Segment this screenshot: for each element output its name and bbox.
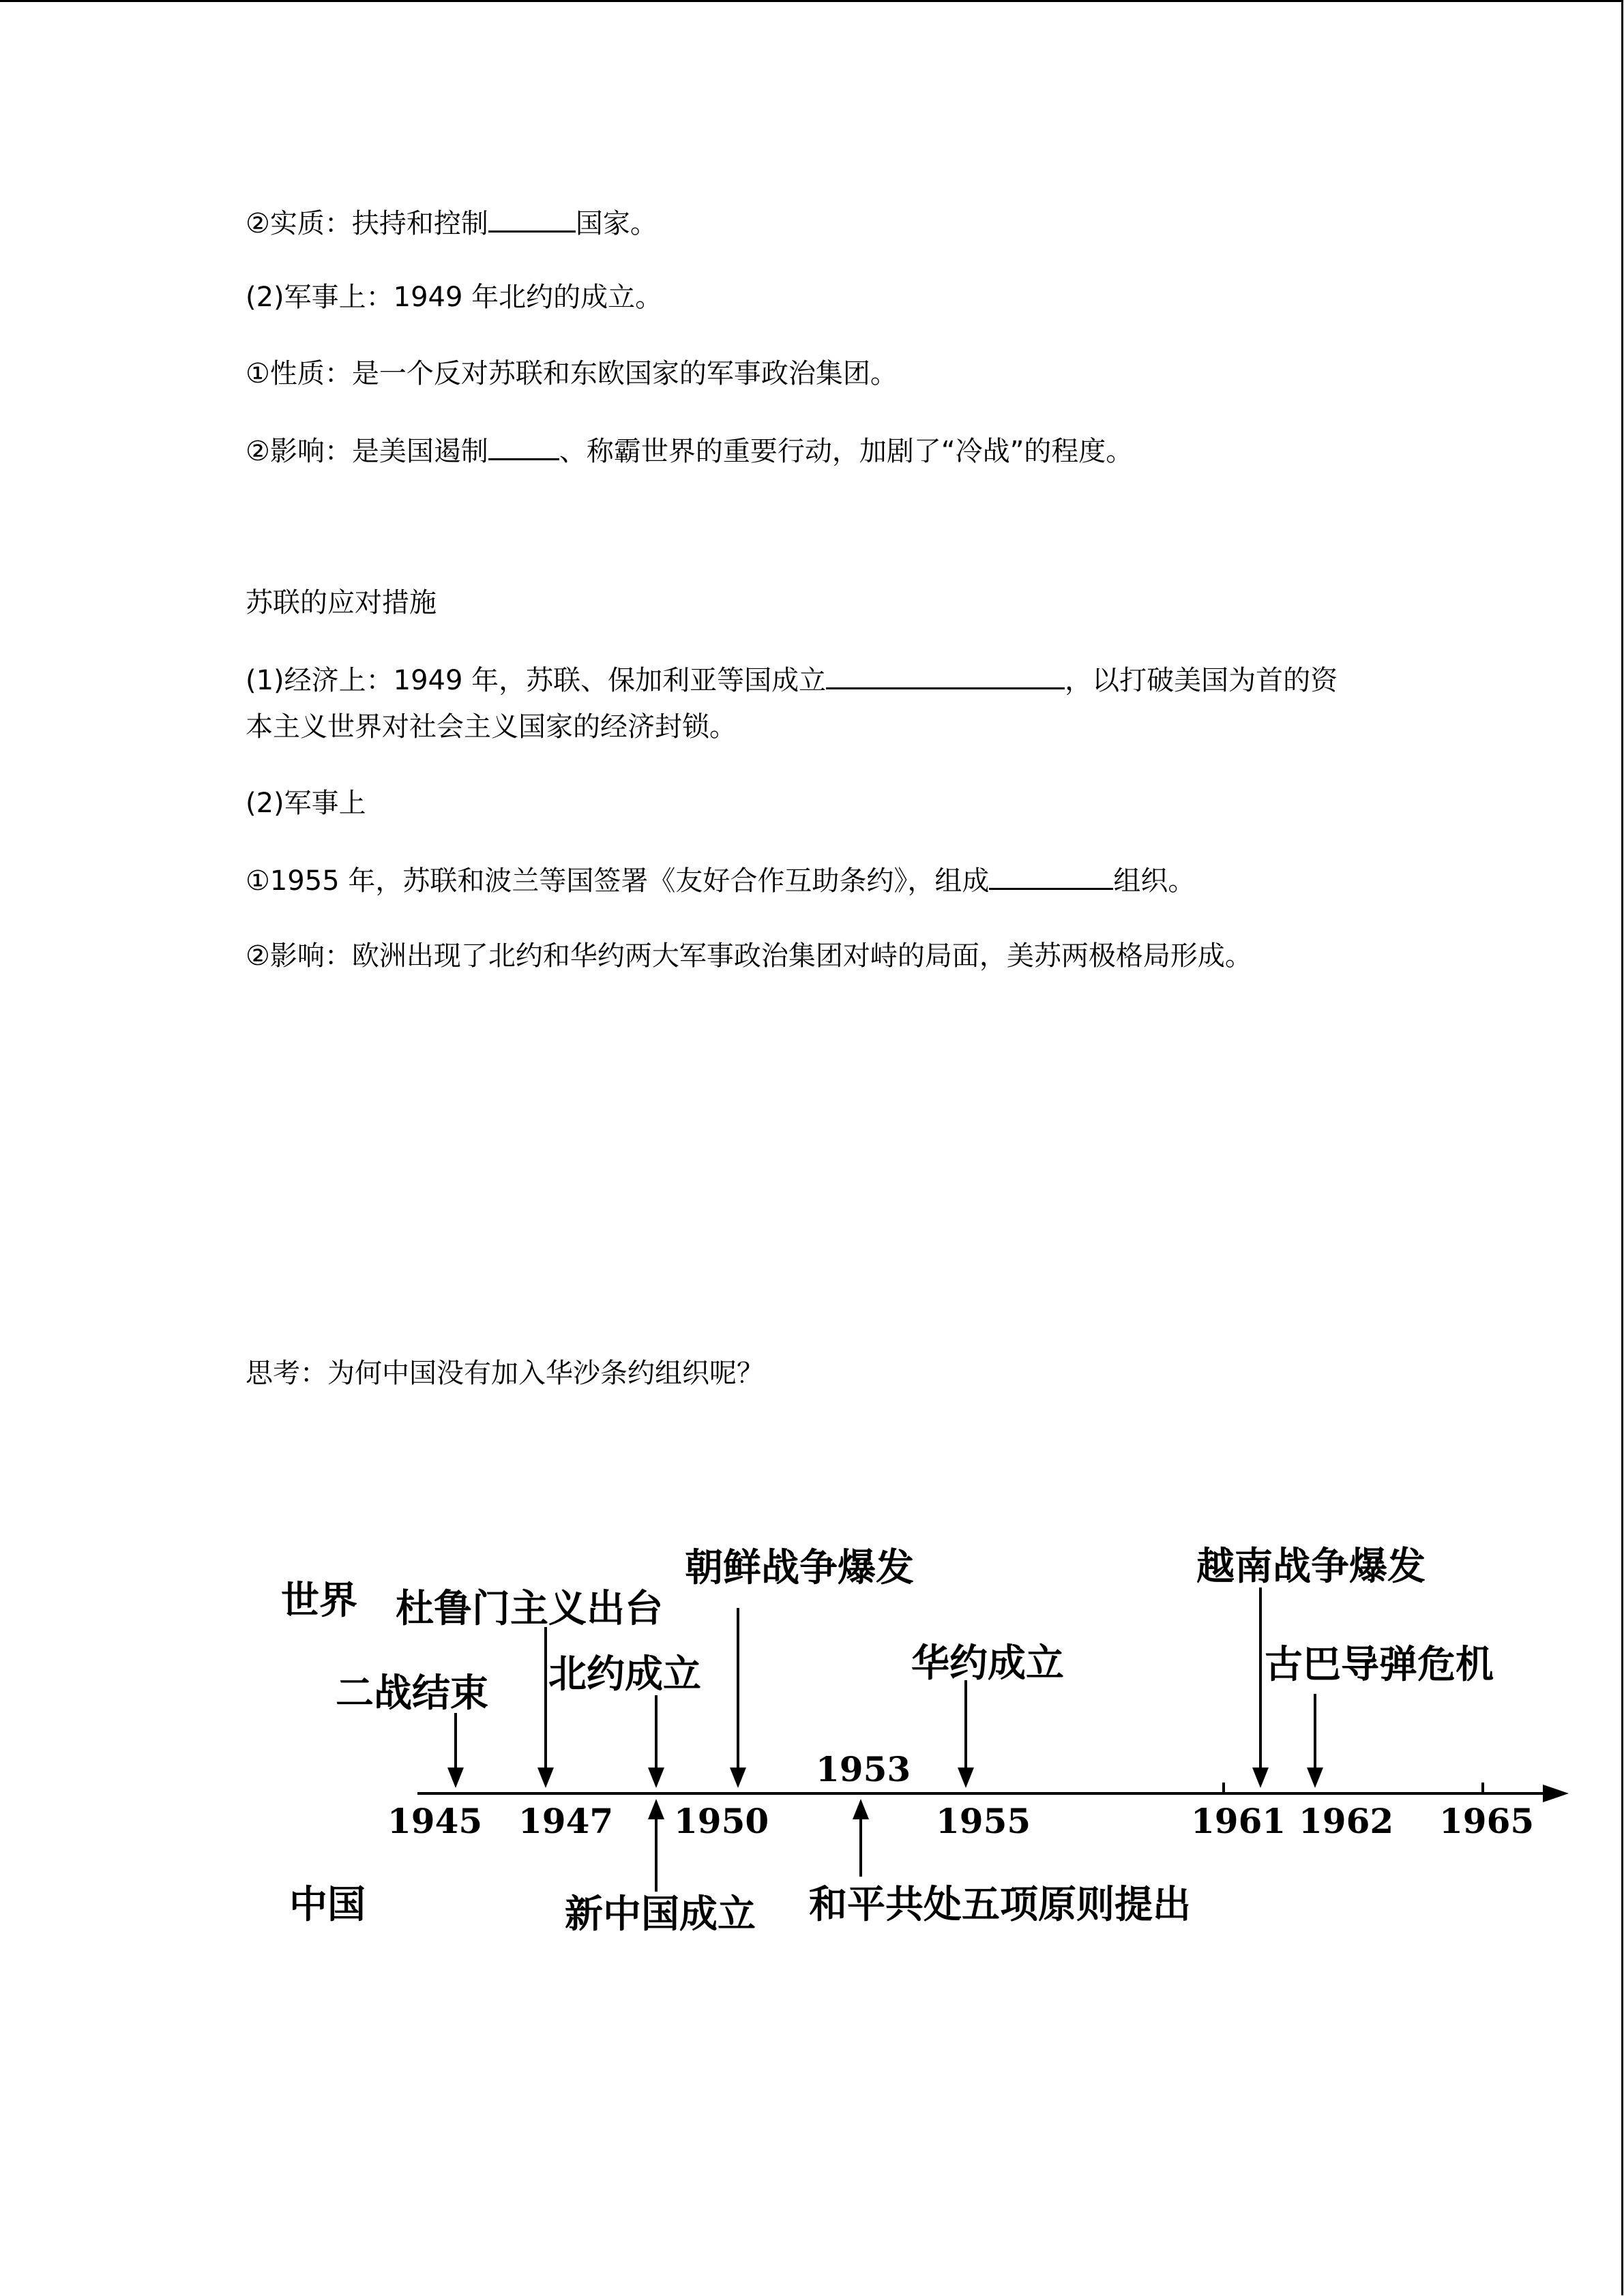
text-line-economy-pre: (1)经济上：1949 年，苏联、保加利亚等国成立 xyxy=(246,665,827,696)
event-five-principles: 和平共处五项原则提出 xyxy=(809,1882,1191,1927)
text-line-bipolar: ②影响：欧洲出现了北约和华约两大军事政治集团对峙的局面，美苏两极格局形成。 xyxy=(246,940,1252,972)
arrowhead-warsaw-pact-founded xyxy=(958,1768,974,1788)
arrowhead-korean-war xyxy=(730,1768,746,1788)
year-label-1965: 1965 xyxy=(1439,1801,1535,1841)
arrowhead-cuban-missile-crisis xyxy=(1307,1768,1323,1788)
text-line-soviet-military: (2)军事上 xyxy=(246,788,366,819)
text-line-economy-cont: 本主义世界对社会主义国家的经济封锁。 xyxy=(246,711,737,743)
arrowhead-vietnam-war xyxy=(1252,1768,1269,1788)
arrowhead-five-principles xyxy=(853,1799,869,1819)
text-line-impact-pre: ②影响：是美国遏制 xyxy=(246,436,488,467)
arrowhead-ww2-end xyxy=(447,1768,464,1788)
text-line-military: (2)军事上：1949 年北约的成立。 xyxy=(246,282,663,313)
text-line-essence-post: 国家。 xyxy=(575,208,658,239)
text-line-essence-pre: ②实质：扶持和控制 xyxy=(246,208,488,239)
year-label-1945: 1945 xyxy=(387,1801,483,1841)
event-truman-doctrine: 杜鲁门主义出台 xyxy=(396,1586,663,1631)
event-warsaw-pact-founded: 华约成立 xyxy=(911,1641,1064,1686)
text-line-economy-post: ，以打破美国为首的资 xyxy=(1065,665,1338,696)
year-label-1947: 1947 xyxy=(518,1801,614,1841)
section-heading-soviet-response: 苏联的应对措施 xyxy=(246,587,437,618)
arrowhead-prc-founded xyxy=(648,1799,664,1819)
text-line-impact-post: 、称霸世界的重要行动，加剧了“冷战”的程度。 xyxy=(559,436,1134,467)
arrowhead-nato-founded xyxy=(648,1768,664,1788)
question-prompt: 思考：为何中国没有加入华沙条约组织呢？ xyxy=(246,1358,764,1389)
event-cuban-missile-crisis: 古巴导弹危机 xyxy=(1265,1642,1494,1687)
text-line-warsaw-pre: ①1955 年，苏联和波兰等国签署《友好合作互助条约》，组成 xyxy=(246,865,990,897)
year-label-1962: 1962 xyxy=(1299,1801,1394,1841)
china-row-label: 中国 xyxy=(289,1882,366,1927)
year-label-1961: 1961 xyxy=(1191,1801,1286,1841)
event-vietnam-war: 越南战争爆发 xyxy=(1196,1544,1426,1589)
event-korean-war: 朝鲜战争爆发 xyxy=(685,1545,914,1590)
timeline-axis-arrowhead xyxy=(1543,1785,1569,1802)
arrowhead-truman-doctrine xyxy=(537,1768,554,1788)
world-row-label: 世界 xyxy=(281,1578,357,1623)
text-line-warsaw-post: 组织。 xyxy=(1113,865,1196,897)
event-prc-founded: 新中国成立 xyxy=(565,1892,756,1937)
year-label-1953: 1953 xyxy=(816,1749,911,1789)
event-nato-founded: 北约成立 xyxy=(548,1652,701,1697)
text-line-nature: ①性质：是一个反对苏联和东欧国家的军事政治集团。 xyxy=(246,358,898,389)
year-label-1950: 1950 xyxy=(674,1801,769,1841)
event-ww2-end: 二战结束 xyxy=(336,1671,488,1716)
year-label-1955: 1955 xyxy=(936,1801,1031,1841)
